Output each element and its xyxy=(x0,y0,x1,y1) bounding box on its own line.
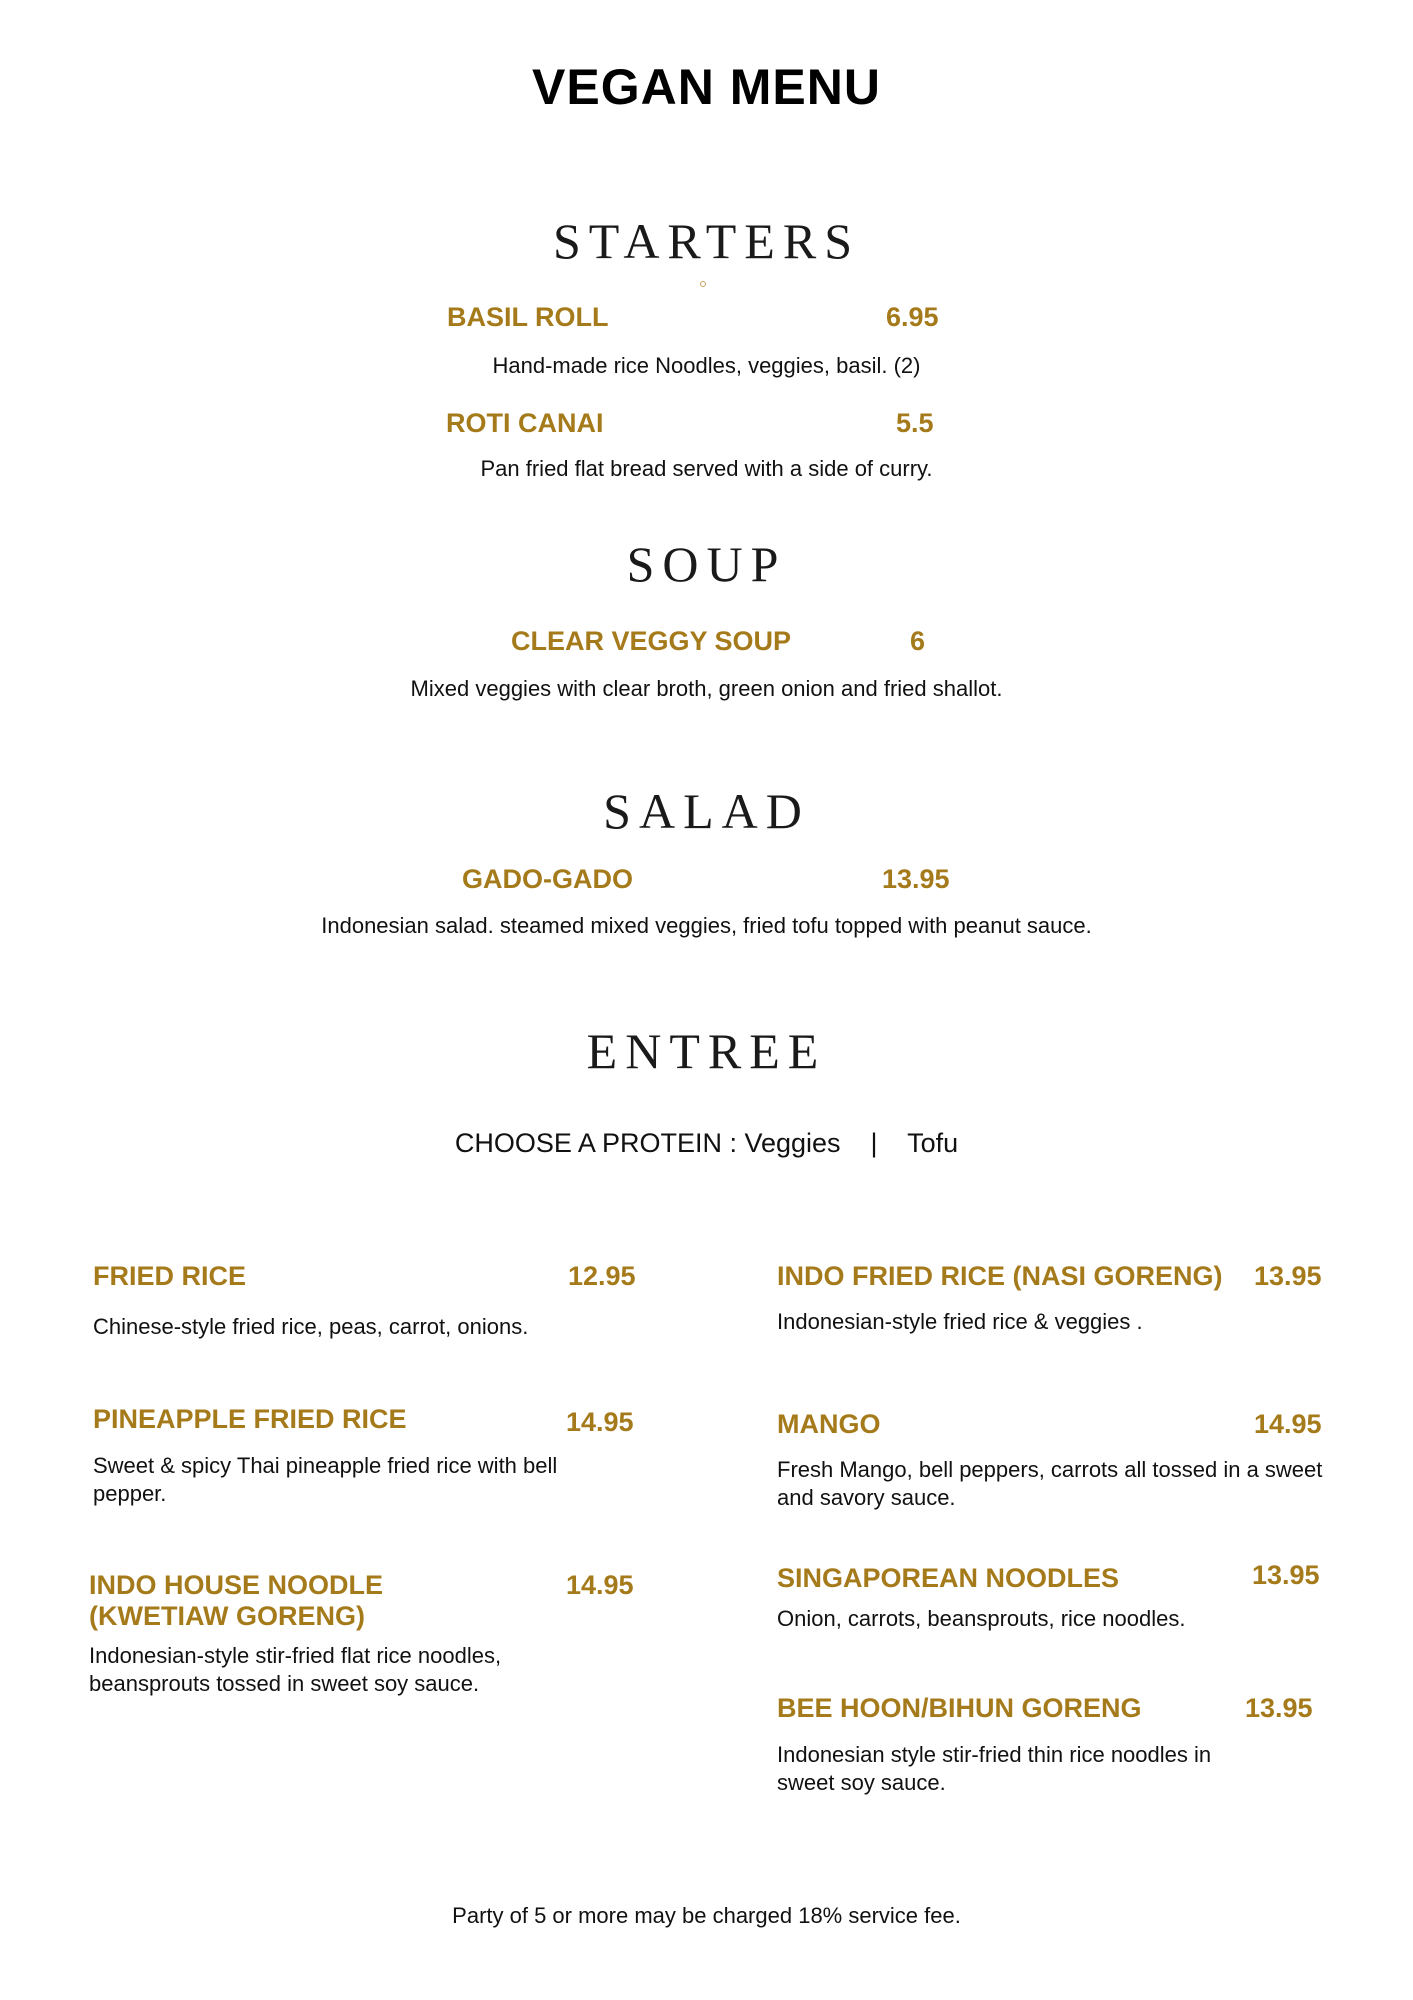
item-name: CLEAR VEGGY SOUP xyxy=(511,626,792,656)
item-price: 6 xyxy=(910,626,926,656)
item-price: 13.95 xyxy=(882,864,950,894)
item-description: Indonesian salad. steamed mixed veggies, fried tofu topped with peanut sauce. xyxy=(321,913,1092,938)
item-description: Mixed veggies with clear broth, green onion and fried shallot. xyxy=(410,676,1003,701)
footer-note: Party of 5 or more may be charged 18% service fee. xyxy=(452,1903,961,1928)
item-price: 5.5 xyxy=(896,408,934,438)
item-price: 13.95 xyxy=(1254,1261,1322,1291)
item-description: Indonesian style stir-fried thin rice noodles in sweet soy sauce. xyxy=(777,1742,1212,1795)
item-description: Sweet & spicy Thai pineapple fried rice with bell pepper. xyxy=(93,1453,558,1506)
item-name: BASIL ROLL xyxy=(447,302,609,332)
item-description: Chinese-style fried rice, peas, carrot, onions. xyxy=(93,1314,529,1339)
item-price: 13.95 xyxy=(1252,1560,1320,1590)
section-heading-entree: ENTREE xyxy=(586,1023,827,1079)
item-name: INDO FRIED RICE (NASI GORENG) xyxy=(777,1261,1223,1291)
item-name: ROTI CANAI xyxy=(446,408,604,438)
item-description: Pan fried flat bread served with a side of curry. xyxy=(480,456,933,481)
item-description: Onion, carrots, beansprouts, rice noodles. xyxy=(777,1606,1186,1631)
item-name: BEE HOON/BIHUN GORENG xyxy=(777,1693,1142,1723)
ornament-dot xyxy=(700,281,706,287)
protein-choice-line: CHOOSE A PROTEIN : Veggies | Tofu xyxy=(454,1128,959,1158)
item-name: FRIED RICE xyxy=(93,1261,247,1291)
item-price: 14.95 xyxy=(566,1570,634,1600)
item-name: PINEAPPLE FRIED RICE xyxy=(93,1404,407,1434)
item-price: 13.95 xyxy=(1245,1693,1313,1723)
item-description: Fresh Mango, bell peppers, carrots all tossed in a sweet and savory sauce. xyxy=(777,1457,1323,1510)
item-price: 12.95 xyxy=(568,1261,636,1291)
item-name: SINGAPOREAN NOODLES xyxy=(777,1563,1120,1593)
item-name: GADO-GADO xyxy=(462,864,633,894)
item-price: 14.95 xyxy=(1254,1409,1322,1439)
item-description: Indonesian-style fried rice & veggies . xyxy=(777,1309,1143,1334)
item-price: 6.95 xyxy=(886,302,939,332)
section-heading-salad: SALAD xyxy=(603,783,810,839)
item-name: INDO HOUSE NOODLE (KWETIAW GORENG) xyxy=(89,1570,384,1631)
section-heading-starters: STARTERS xyxy=(552,213,861,269)
item-description: Indonesian-style stir-fried flat rice noodles, beansprouts tossed in sweet soy sauce. xyxy=(89,1643,502,1696)
item-description: Hand-made rice Noodles, veggies, basil. (2) xyxy=(492,353,921,378)
item-name: MANGO xyxy=(777,1409,881,1439)
menu-title: VEGAN MENU xyxy=(532,59,881,115)
item-price: 14.95 xyxy=(566,1407,634,1437)
section-heading-soup: SOUP xyxy=(626,536,787,592)
